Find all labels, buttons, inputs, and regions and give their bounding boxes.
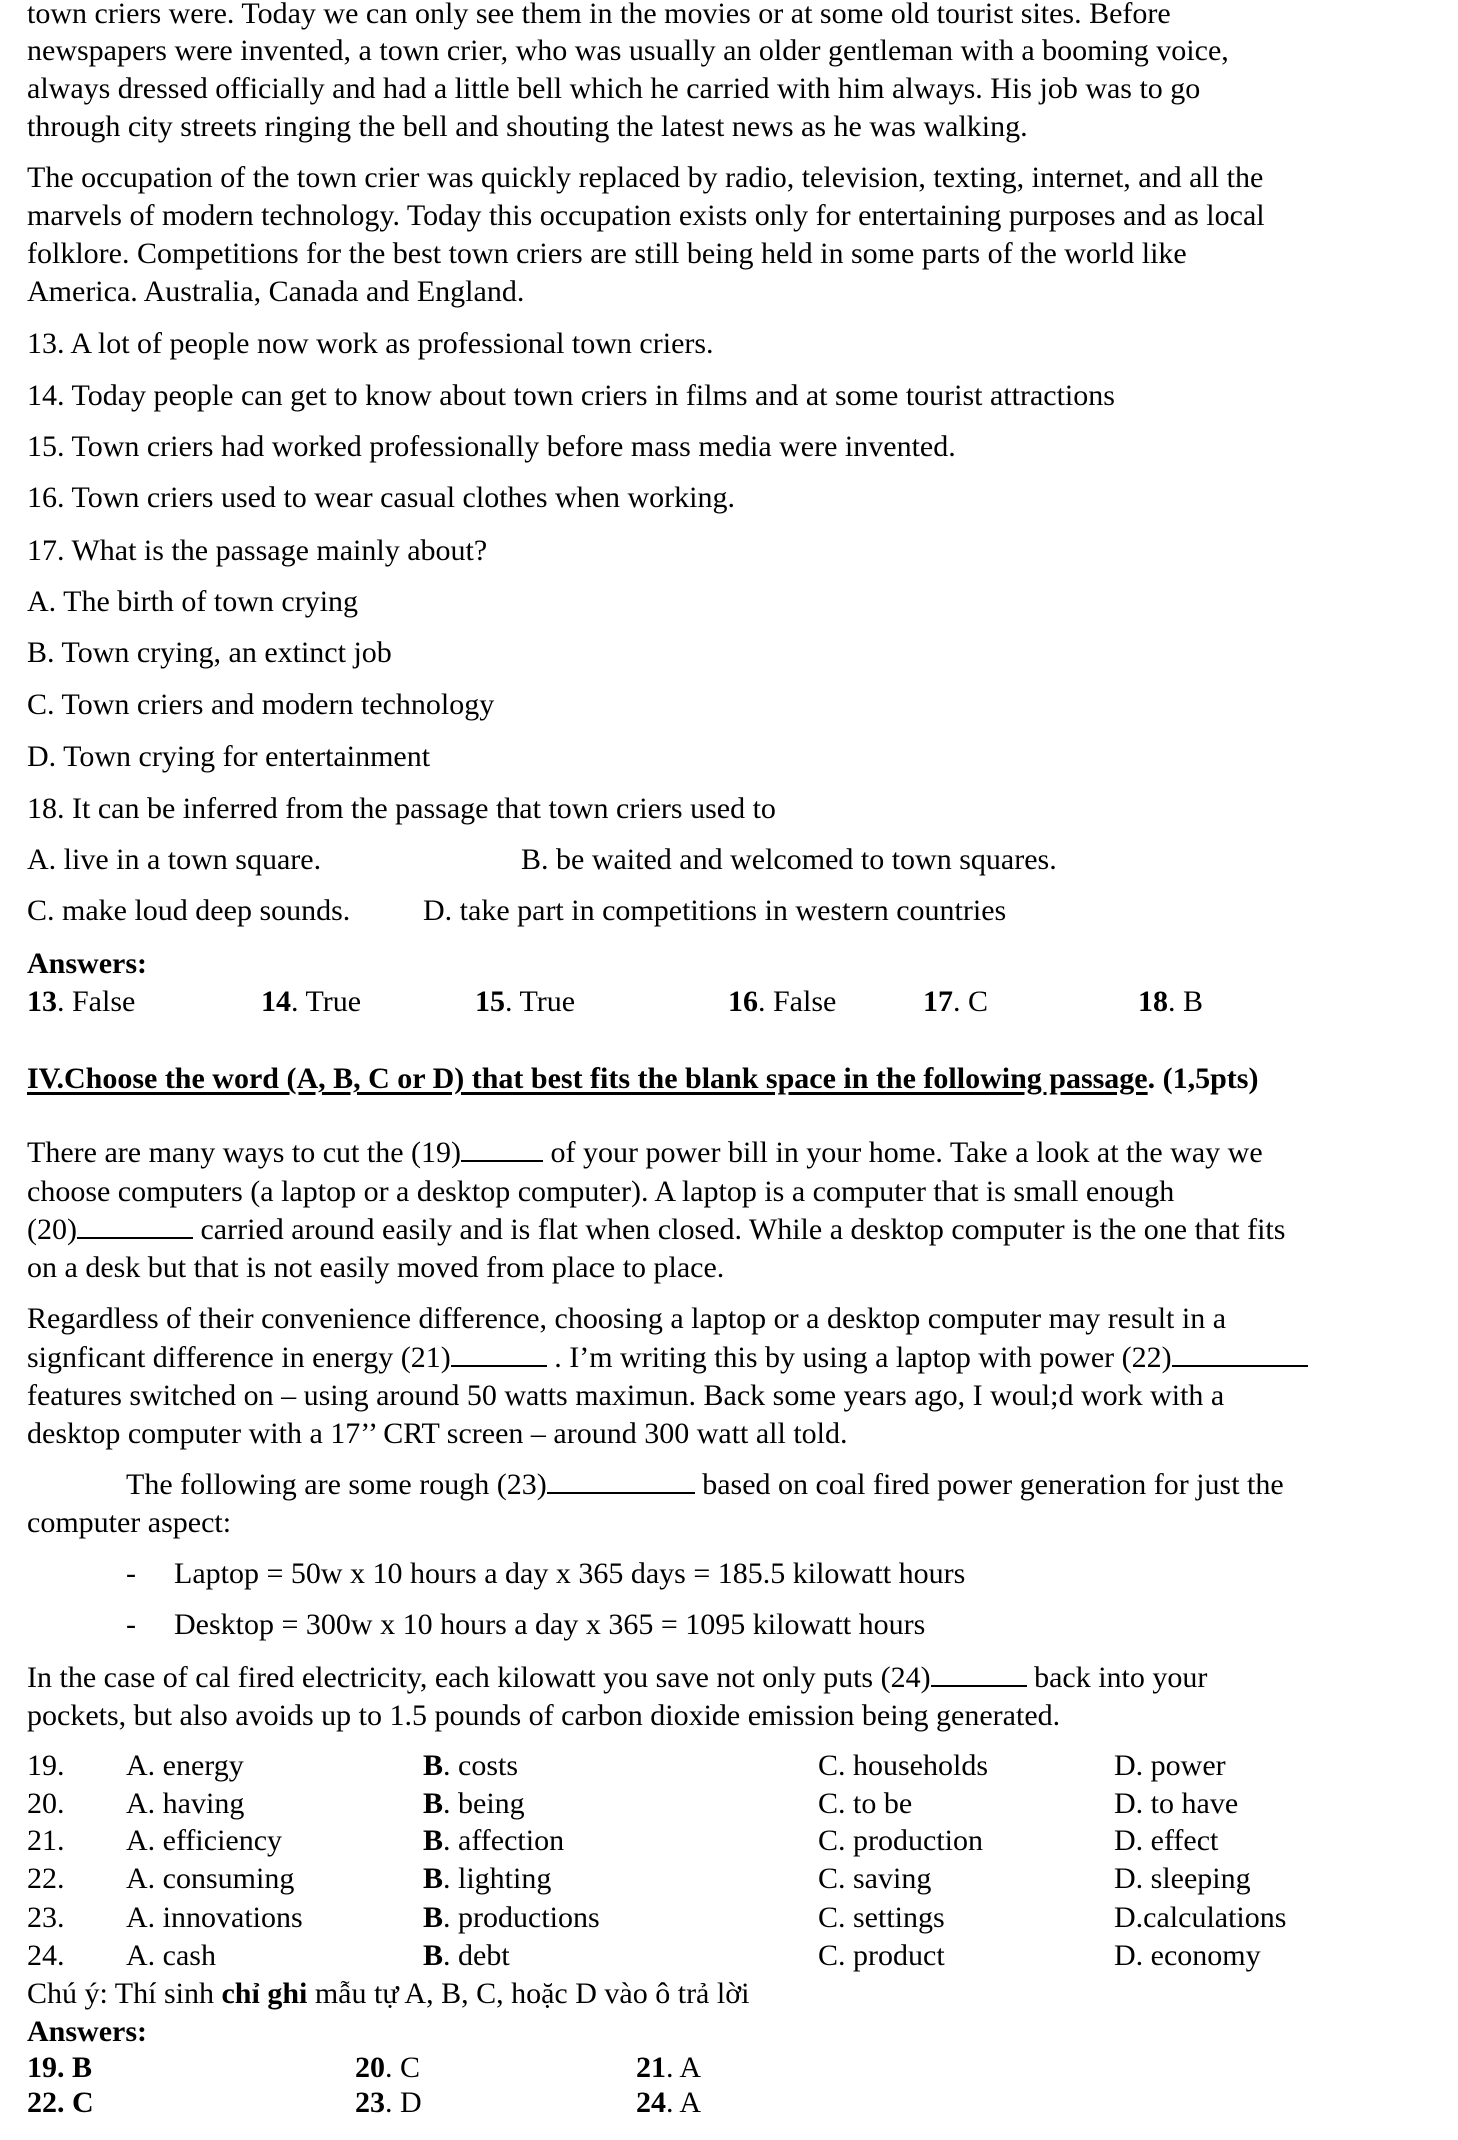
option-text: . lighting bbox=[443, 1862, 552, 1895]
answer-item bbox=[27, 2050, 92, 2086]
text: Chú ý: Thí sinh bbox=[27, 1977, 222, 2010]
passage-line bbox=[27, 1340, 1308, 1376]
text: (20) bbox=[27, 1213, 77, 1246]
blank-21 bbox=[451, 1341, 547, 1367]
option-d: D. power bbox=[1114, 1749, 1226, 1782]
passage-line bbox=[27, 1212, 1285, 1248]
answer-number: 21 bbox=[636, 2051, 666, 2084]
option-a: A. consuming bbox=[126, 1862, 295, 1895]
answer-value: . C bbox=[953, 985, 989, 1018]
text: In the case of cal fired electricity, each kilowatt you save not only puts (24) bbox=[27, 1661, 931, 1694]
option-c: C. households bbox=[818, 1749, 989, 1782]
answer-number: 24 bbox=[636, 2086, 666, 2119]
answer-number: 23 bbox=[355, 2086, 385, 2119]
passage-line: desktop computer with a 17’’ CRT screen – around 300 watt all told. bbox=[27, 1417, 848, 1450]
option-number: 21. bbox=[27, 1824, 65, 1857]
text: mẫu tự A, B, C, hoặc D vào ô trả lời bbox=[307, 1977, 750, 2010]
option-b bbox=[423, 1861, 551, 1897]
passage-line: America. Australia, Canada and England. bbox=[27, 275, 525, 308]
text-bold: chỉ ghi bbox=[221, 1977, 308, 2010]
instruction-note bbox=[27, 1976, 749, 2012]
answer-item bbox=[728, 984, 836, 1020]
text: . I’m writing this by using a laptop with power (22) bbox=[546, 1341, 1172, 1374]
option-text: . debt bbox=[443, 1939, 510, 1972]
answer-number: 16 bbox=[728, 985, 758, 1018]
question-16: 16. Town criers used to wear casual clothes when working. bbox=[27, 481, 735, 514]
option-b bbox=[423, 1748, 518, 1784]
option-c: C. to be bbox=[818, 1787, 913, 1820]
option-letter: B bbox=[423, 1749, 444, 1782]
option-b bbox=[423, 1823, 564, 1859]
option-number: 19. bbox=[27, 1749, 65, 1782]
option-d: D. economy bbox=[1114, 1939, 1261, 1972]
answer-number: 20 bbox=[355, 2051, 385, 2084]
option-letter: B bbox=[423, 1787, 444, 1820]
question-15: 15. Town criers had worked professionally before mass media were invented. bbox=[27, 430, 956, 463]
passage-line: The occupation of the town crier was quickly replaced by radio, television, texting, internet, and all the bbox=[27, 161, 1264, 194]
question-18-option-a: A. live in a town square. bbox=[27, 843, 322, 876]
answer-item bbox=[27, 984, 135, 1020]
question-18-stem: 18. It can be inferred from the passage that town criers used to bbox=[27, 792, 776, 825]
question-17-option-c: C. Town criers and modern technology bbox=[27, 688, 495, 721]
passage-line: through city streets ringing the bell and shouting the latest news as he was walking. bbox=[27, 110, 1028, 143]
option-text: . affection bbox=[443, 1824, 565, 1857]
text: of your power bill in your home. Take a look at the way we bbox=[543, 1136, 1263, 1169]
option-d: D. sleeping bbox=[1114, 1862, 1251, 1895]
bullet-item: Laptop = 50w x 10 hours a day x 365 days = 185.5 kilowatt hours bbox=[174, 1557, 966, 1590]
passage-line: pockets, but also avoids up to 1.5 pounds of carbon dioxide emission being generated. bbox=[27, 1699, 1061, 1732]
option-text: . productions bbox=[443, 1901, 600, 1934]
question-17-option-d: D. Town crying for entertainment bbox=[27, 740, 431, 773]
option-b bbox=[423, 1900, 600, 1936]
answer-item bbox=[355, 2085, 422, 2121]
passage-line: computer aspect: bbox=[27, 1506, 232, 1539]
passage-line bbox=[126, 1467, 1284, 1503]
text: back into your bbox=[1026, 1661, 1208, 1694]
answer-item bbox=[636, 2050, 701, 2086]
passage-line: features switched on – using around 50 watts maximun. Back some years ago, I woul;d work with a bbox=[27, 1379, 1225, 1412]
passage-line bbox=[27, 1135, 1263, 1171]
text: based on coal fired power generation for just the bbox=[694, 1468, 1284, 1501]
answer-value: . True bbox=[505, 985, 576, 1018]
answer-number: 14 bbox=[261, 985, 291, 1018]
answer-value: . C bbox=[385, 2051, 421, 2084]
blank-24 bbox=[931, 1661, 1027, 1687]
answer-item bbox=[1138, 984, 1203, 1020]
option-b bbox=[423, 1938, 510, 1974]
passage-line: newspapers were invented, a town crier, who was usually an older gentleman with a booming voice, bbox=[27, 34, 1229, 67]
answer-value: . D bbox=[385, 2086, 422, 2119]
option-text: . costs bbox=[443, 1749, 519, 1782]
answer-number: 18 bbox=[1138, 985, 1168, 1018]
question-17-option-b: B. Town crying, an extinct job bbox=[27, 636, 392, 669]
answer-item bbox=[923, 984, 988, 1020]
answer-value: . C bbox=[57, 2086, 94, 2119]
passage-line: always dressed officially and had a little bell which he carried with him always. His job was to go bbox=[27, 72, 1201, 105]
option-a: A. efficiency bbox=[126, 1824, 283, 1857]
answer-item bbox=[355, 2050, 420, 2086]
option-d: D. to have bbox=[1114, 1787, 1239, 1820]
option-b bbox=[423, 1786, 525, 1822]
option-a: A. having bbox=[126, 1787, 245, 1820]
option-a: A. energy bbox=[126, 1749, 244, 1782]
text: signficant difference in energy (21) bbox=[27, 1341, 451, 1374]
answer-value: . A bbox=[666, 2086, 702, 2119]
answer-number: 13 bbox=[27, 985, 57, 1018]
option-letter: B bbox=[423, 1824, 444, 1857]
option-letter: B bbox=[423, 1901, 444, 1934]
answer-item bbox=[475, 984, 575, 1020]
option-number: 20. bbox=[27, 1787, 65, 1820]
answer-value: . False bbox=[758, 985, 837, 1018]
option-a: A. cash bbox=[126, 1939, 216, 1972]
answer-item bbox=[27, 2085, 94, 2121]
answer-item bbox=[261, 984, 361, 1020]
passage-line: marvels of modern technology. Today this occupation exists only for entertaining purposes and as local bbox=[27, 199, 1265, 232]
text: There are many ways to cut the (19) bbox=[27, 1136, 461, 1169]
answer-value: . B bbox=[57, 2051, 93, 2084]
answers-label: Answers: bbox=[27, 2015, 147, 2048]
question-18-option-c: C. make loud deep sounds. bbox=[27, 894, 351, 927]
blank-23 bbox=[547, 1468, 695, 1494]
blank-19 bbox=[461, 1136, 543, 1162]
passage-line: on a desk but that is not easily moved from place to place. bbox=[27, 1251, 725, 1284]
text: The following are some rough (23) bbox=[126, 1468, 547, 1501]
question-18-option-d: D. take part in competitions in western countries bbox=[423, 894, 1007, 927]
option-c: C. saving bbox=[818, 1862, 932, 1895]
option-number: 23. bbox=[27, 1901, 65, 1934]
section-4-points: . (1,5pts) bbox=[1147, 1062, 1259, 1095]
question-18-option-b: B. be waited and welcomed to town squares. bbox=[521, 843, 1057, 876]
bullet-marker: - bbox=[126, 1608, 136, 1641]
section-4-heading bbox=[27, 1061, 1258, 1097]
passage-line: town criers were. Today we can only see them in the movies or at some old tourist sites. Before bbox=[27, 0, 1171, 30]
option-a: A. innovations bbox=[126, 1901, 303, 1934]
blank-20 bbox=[77, 1213, 193, 1239]
bullet-marker: - bbox=[126, 1557, 136, 1590]
option-d: D. effect bbox=[1114, 1824, 1219, 1857]
option-c: C. product bbox=[818, 1939, 945, 1972]
answer-number: 15 bbox=[475, 985, 505, 1018]
question-17-stem: 17. What is the passage mainly about? bbox=[27, 534, 488, 567]
option-number: 24. bbox=[27, 1939, 65, 1972]
option-d: D.calculations bbox=[1114, 1901, 1287, 1934]
question-17-option-a: A. The birth of town crying bbox=[27, 585, 359, 618]
answer-number: 22 bbox=[27, 2086, 57, 2119]
option-c: C. production bbox=[818, 1824, 983, 1857]
answer-value: . False bbox=[57, 985, 136, 1018]
passage-line bbox=[27, 1660, 1207, 1696]
question-13: 13. A lot of people now work as professional town criers. bbox=[27, 327, 714, 360]
option-letter: B bbox=[423, 1939, 444, 1972]
answer-value: . B bbox=[1168, 985, 1204, 1018]
answer-item bbox=[636, 2085, 701, 2121]
question-14: 14. Today people can get to know about town criers in films and at some tourist attractions bbox=[27, 379, 1115, 412]
option-number: 22. bbox=[27, 1862, 65, 1895]
text: carried around easily and is flat when closed. While a desktop computer is the one that fits bbox=[192, 1213, 1286, 1246]
blank-22 bbox=[1172, 1341, 1308, 1367]
option-c: C. settings bbox=[818, 1901, 945, 1934]
answer-number: 17 bbox=[923, 985, 953, 1018]
passage-line: choose computers (a laptop or a desktop computer). A laptop is a computer that is small enough bbox=[27, 1175, 1175, 1208]
answer-number: 19 bbox=[27, 2051, 57, 2084]
passage-line: Regardless of their convenience difference, choosing a laptop or a desktop computer may result in a bbox=[27, 1302, 1227, 1335]
option-letter: B bbox=[423, 1862, 444, 1895]
answers-label: Answers: bbox=[27, 947, 147, 980]
section-4-heading-text: IV.Choose the word (A, B, C or D) that best fits the blank space in the following passage bbox=[27, 1062, 1148, 1095]
passage-line: folklore. Competitions for the best town criers are still being held in some parts of the world like bbox=[27, 237, 1187, 270]
option-text: . being bbox=[443, 1787, 525, 1820]
answer-value: . A bbox=[666, 2051, 702, 2084]
bullet-item: Desktop = 300w x 10 hours a day x 365 = 1095 kilowatt hours bbox=[174, 1608, 926, 1641]
answer-value: . True bbox=[291, 985, 362, 1018]
